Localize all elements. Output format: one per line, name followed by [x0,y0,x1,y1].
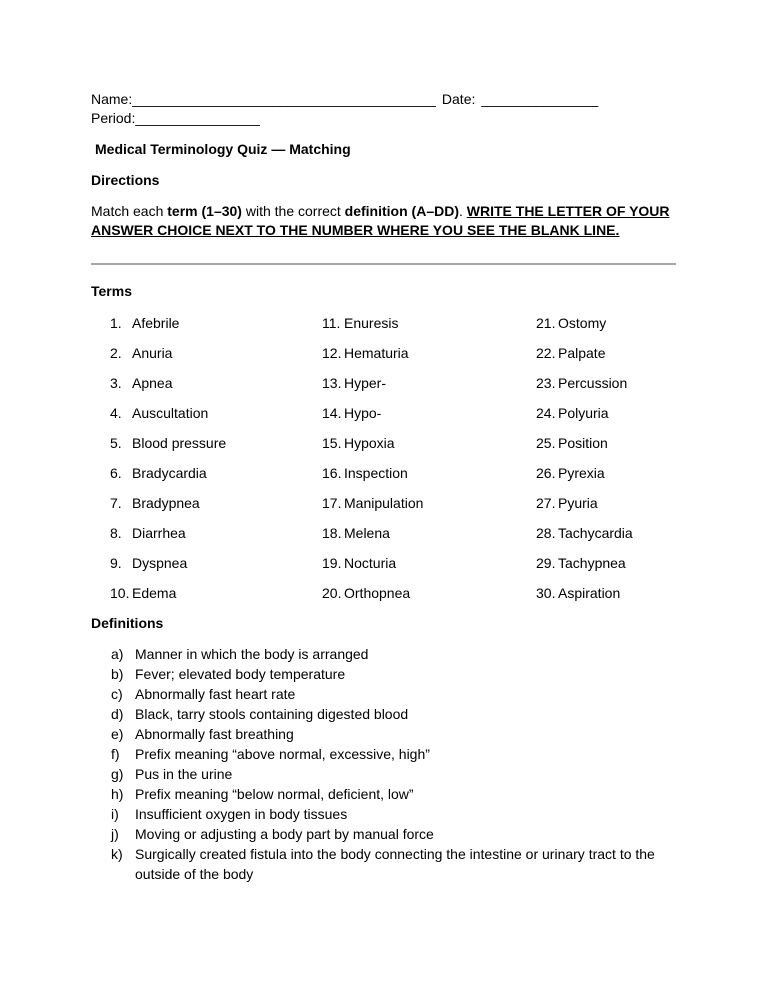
definition-text: Abnormally fast heart rate [135,686,296,702]
definition-letter: g) [111,766,124,782]
definition-text: Manner in which the body is arranged [135,646,369,662]
definition-letter: c) [111,686,123,702]
definition-text: Abnormally fast breathing [135,726,294,742]
definition-letter: a) [111,646,124,662]
term-number: 26. [536,465,556,481]
definition-text: Fever; elevated body temperature [135,666,346,682]
definition-item [91,764,678,784]
terms-column-1 [91,314,303,614]
term-label: Position [558,435,608,451]
directions-emphasis: WRITE THE LETTER OF YOUR ANSWER CHOICE NEXT TO THE NUMBER WHERE YOU SEE THE BLANK LINE. [91,203,670,238]
period-blank-line: ________________ [135,110,260,126]
term-number: 5. [110,435,122,451]
term-number: 7. [110,495,122,511]
term-label: Afebrile [132,315,180,331]
term-number: 8. [110,525,122,541]
definition-letter: e) [111,726,124,742]
term-number: 19. [322,555,342,571]
terms-column-3 [517,314,678,614]
definition-item [91,784,678,804]
term-label: Melena [344,525,390,541]
term-label: Palpate [558,345,606,361]
definition-text: Insufficient oxygen in body tissues [135,806,348,822]
term-number: 6. [110,465,122,481]
term-number: 23. [536,375,556,391]
term-number: 11. [322,315,341,331]
term-item [517,344,678,363]
definition-item [91,644,678,664]
term-item [303,434,517,453]
period-line [91,109,678,128]
name-blank-line: _______________________________________ [132,91,436,107]
definition-item [91,844,678,884]
term-number: 10. [110,585,130,601]
term-item [517,434,678,453]
term-item [91,374,303,393]
directions-segment: with the correct [241,203,345,219]
term-label: Nocturia [344,555,397,571]
term-label: Hyper- [344,375,387,391]
definition-item [91,664,678,684]
definition-text: Prefix meaning “above normal, excessive, high” [135,746,430,762]
term-number: 22. [536,345,556,361]
terms-grid [91,314,678,614]
term-label: Diarrhea [132,525,186,541]
definition-text: Moving or adjusting a body part by manual force [135,826,434,842]
term-item [303,584,517,603]
term-number: 21. [536,315,556,331]
term-item [517,404,678,423]
definition-item [91,704,678,724]
term-number: 25. [536,435,556,451]
definition-item [91,804,678,824]
name-label: Name: [91,91,133,107]
term-number: 13. [322,375,342,391]
date-label: Date: [441,91,476,107]
terms-heading: Terms [91,283,132,299]
definitions-list [91,644,678,884]
term-label: Hypo- [344,405,382,421]
definition-letter: b) [111,666,124,682]
term-label: Anuria [132,345,173,361]
definition-letter: h) [111,786,124,802]
term-number: 14. [322,405,342,421]
term-number: 12. [322,345,342,361]
term-label: Enuresis [344,315,399,331]
definition-item [91,824,678,844]
term-item [517,554,678,573]
term-label: Apnea [132,375,173,391]
definition-item [91,724,678,744]
term-item [517,314,678,333]
term-item [517,374,678,393]
term-item [517,524,678,543]
period-label: Period: [91,110,136,126]
term-label: Polyuria [558,405,609,421]
page-title: Medical Terminology Quiz — Matching [95,141,351,157]
term-item [91,404,303,423]
directions-segment: term (1–30) [167,203,242,219]
term-number: 4. [110,405,122,421]
term-item [91,464,303,483]
term-number: 18. [322,525,342,541]
term-item [91,584,303,603]
term-item [517,494,678,513]
term-label: Bradycardia [132,465,207,481]
definition-text: Pus in the urine [135,766,233,782]
term-number: 20. [322,585,342,601]
term-number: 15. [322,435,342,451]
term-number: 16. [322,465,342,481]
term-number: 24. [536,405,556,421]
directions-heading: Directions [91,172,160,188]
definition-item [91,744,678,764]
term-number: 9. [110,555,122,571]
term-item [303,524,517,543]
term-label: Bradypnea [132,495,200,511]
definition-letter: d) [111,706,124,722]
term-item [91,494,303,513]
term-item [91,554,303,573]
term-item [91,314,303,333]
term-label: Hematuria [344,345,409,361]
term-item [91,344,303,363]
definition-text: Prefix meaning “below normal, deficient, low” [135,786,414,802]
term-number: 28. [536,525,556,541]
term-item [303,344,517,363]
term-item [303,374,517,393]
term-number: 1. [110,315,122,331]
term-number: 3. [110,375,122,391]
term-label: Dyspnea [132,555,188,571]
term-item [91,524,303,543]
term-label: Hypoxia [344,435,395,451]
definition-letter: j) [111,826,119,842]
terms-column-2 [303,314,517,614]
definition-letter: k) [111,846,123,862]
term-item [517,464,678,483]
name-date-line [91,90,678,109]
term-label: Blood pressure [132,435,227,451]
term-item [91,434,303,453]
term-item [303,464,517,483]
directions-segment: definition (A–DD) [344,203,459,219]
definition-letter: f) [111,746,120,762]
term-item [303,314,517,333]
term-label: Edema [132,585,177,601]
section-divider [91,263,676,265]
term-label: Pyrexia [558,465,605,481]
term-label: Manipulation [344,495,424,511]
definition-text: Surgically created fistula into the body connecting the intestine or urinary tract to the outside of the body [135,846,655,882]
term-label: Aspiration [558,585,621,601]
term-item [517,584,678,603]
definitions-heading: Definitions [91,615,164,631]
term-number: 30. [536,585,556,601]
definition-item [91,684,678,704]
term-label: Ostomy [558,315,607,331]
term-item [303,554,517,573]
term-number: 27. [536,495,556,511]
directions-segment: . [459,203,467,219]
term-item [303,494,517,513]
term-label: Inspection [344,465,408,481]
term-label: Auscultation [132,405,209,421]
definition-text: Black, tarry stools containing digested blood [135,706,409,722]
term-number: 2. [110,345,122,361]
directions-segment: Match each [91,203,168,219]
term-label: Tachypnea [558,555,626,571]
date-blank-line: _______________ [481,91,599,107]
term-item [303,404,517,423]
term-label: Tachycardia [558,525,633,541]
term-number: 17. [322,495,342,511]
term-label: Orthopnea [344,585,411,601]
definition-letter: i) [111,806,119,822]
directions-text [91,202,678,240]
term-number: 29. [536,555,556,571]
term-label: Percussion [558,375,628,391]
term-label: Pyuria [558,495,598,511]
